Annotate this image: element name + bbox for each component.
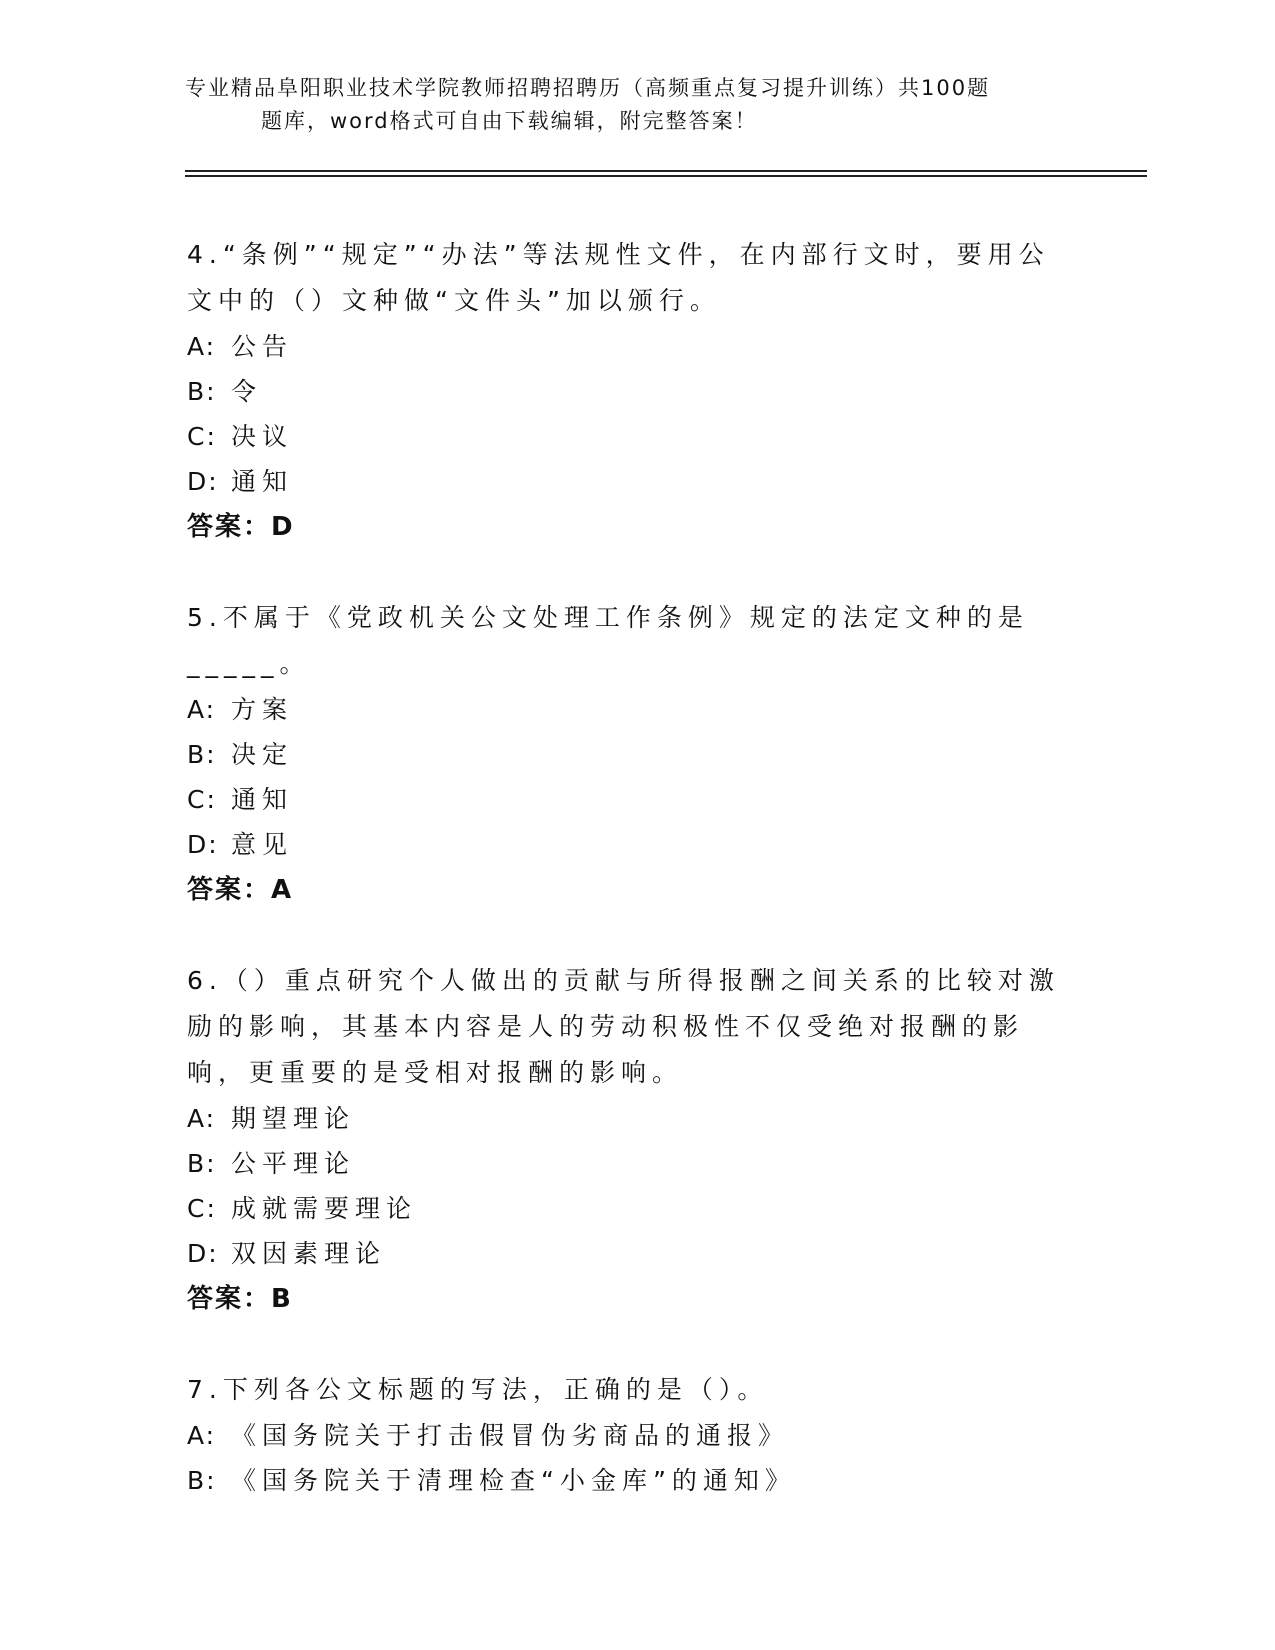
option-letter: B: (187, 740, 217, 769)
option-a (187, 687, 1067, 732)
option-text: 《国务院关于清理检查“小金库”的通知》 (231, 1466, 796, 1495)
option-letter: B: (187, 1149, 217, 1178)
question-item (187, 232, 1067, 550)
question-stem: 4.“条例”“规定”“办法”等法规性文件，在内部行文时，要用公文中的（）文种做“文件头”加以颁行。 (187, 240, 1050, 315)
option-letter: D: (187, 830, 219, 859)
answer-line: 答案：A (187, 875, 294, 905)
option-a (187, 324, 1067, 369)
header-divider-top (185, 170, 1147, 172)
option-text: 双因素理论 (231, 1239, 387, 1268)
option-letter: C: (187, 785, 217, 814)
header-title-line1: 专业精品阜阳职业技术学院教师招聘招聘历（高频重点复习提升训练）共100题 (185, 76, 991, 100)
option-text: 成就需要理论 (231, 1194, 418, 1223)
option-a (187, 1413, 1067, 1458)
option-c (187, 1186, 1067, 1231)
header-divider-bottom (185, 175, 1147, 177)
option-d (187, 1231, 1067, 1276)
option-text: 意见 (231, 830, 294, 859)
question-item (187, 1367, 1067, 1503)
option-letter: C: (187, 1194, 217, 1223)
option-letter: C: (187, 422, 217, 451)
option-letter: A: (187, 332, 217, 361)
option-c (187, 777, 1067, 822)
option-b (187, 732, 1067, 777)
option-text: 方案 (231, 695, 294, 724)
option-d (187, 459, 1067, 504)
option-d (187, 822, 1067, 867)
option-letter: D: (187, 1239, 219, 1268)
document-header (185, 72, 1055, 138)
question-stem: 5.不属于《党政机关公文处理工作条例》规定的法定文种的是_____。 (187, 603, 1029, 678)
option-c (187, 414, 1067, 459)
question-stem: 7.下列各公文标题的写法，正确的是（）。 (187, 1375, 769, 1404)
answer-line: 答案：D (187, 512, 295, 542)
question-item (187, 595, 1067, 913)
option-b (187, 369, 1067, 414)
option-letter: A: (187, 1421, 217, 1450)
option-text: 公平理论 (231, 1149, 356, 1178)
answer-line: 答案：B (187, 1284, 293, 1314)
question-list (187, 232, 1067, 1548)
option-a (187, 1096, 1067, 1141)
option-text: 决议 (231, 422, 294, 451)
option-letter: B: (187, 1466, 217, 1495)
option-text: 《国务院关于打击假冒伪劣商品的通报》 (231, 1421, 790, 1450)
option-letter: A: (187, 695, 217, 724)
option-text: 公告 (231, 332, 294, 361)
option-text: 令 (231, 377, 263, 406)
option-text: 决定 (231, 740, 294, 769)
option-text: 期望理论 (231, 1104, 356, 1133)
option-letter: B: (187, 377, 217, 406)
option-text: 通知 (231, 785, 294, 814)
question-stem: 6.（）重点研究个人做出的贡献与所得报酬之间关系的比较对激励的影响，其基本内容是人的劳动积极性不仅受绝对报酬的影响，更重要的是受相对报酬的影响。 (187, 966, 1060, 1087)
header-title-line2: 题库，word格式可自由下载编辑，附完整答案！ (261, 109, 758, 133)
option-letter: A: (187, 1104, 217, 1133)
option-b (187, 1141, 1067, 1186)
option-letter: D: (187, 467, 219, 496)
option-b (187, 1458, 1067, 1503)
question-item (187, 958, 1067, 1322)
option-text: 通知 (231, 467, 294, 496)
